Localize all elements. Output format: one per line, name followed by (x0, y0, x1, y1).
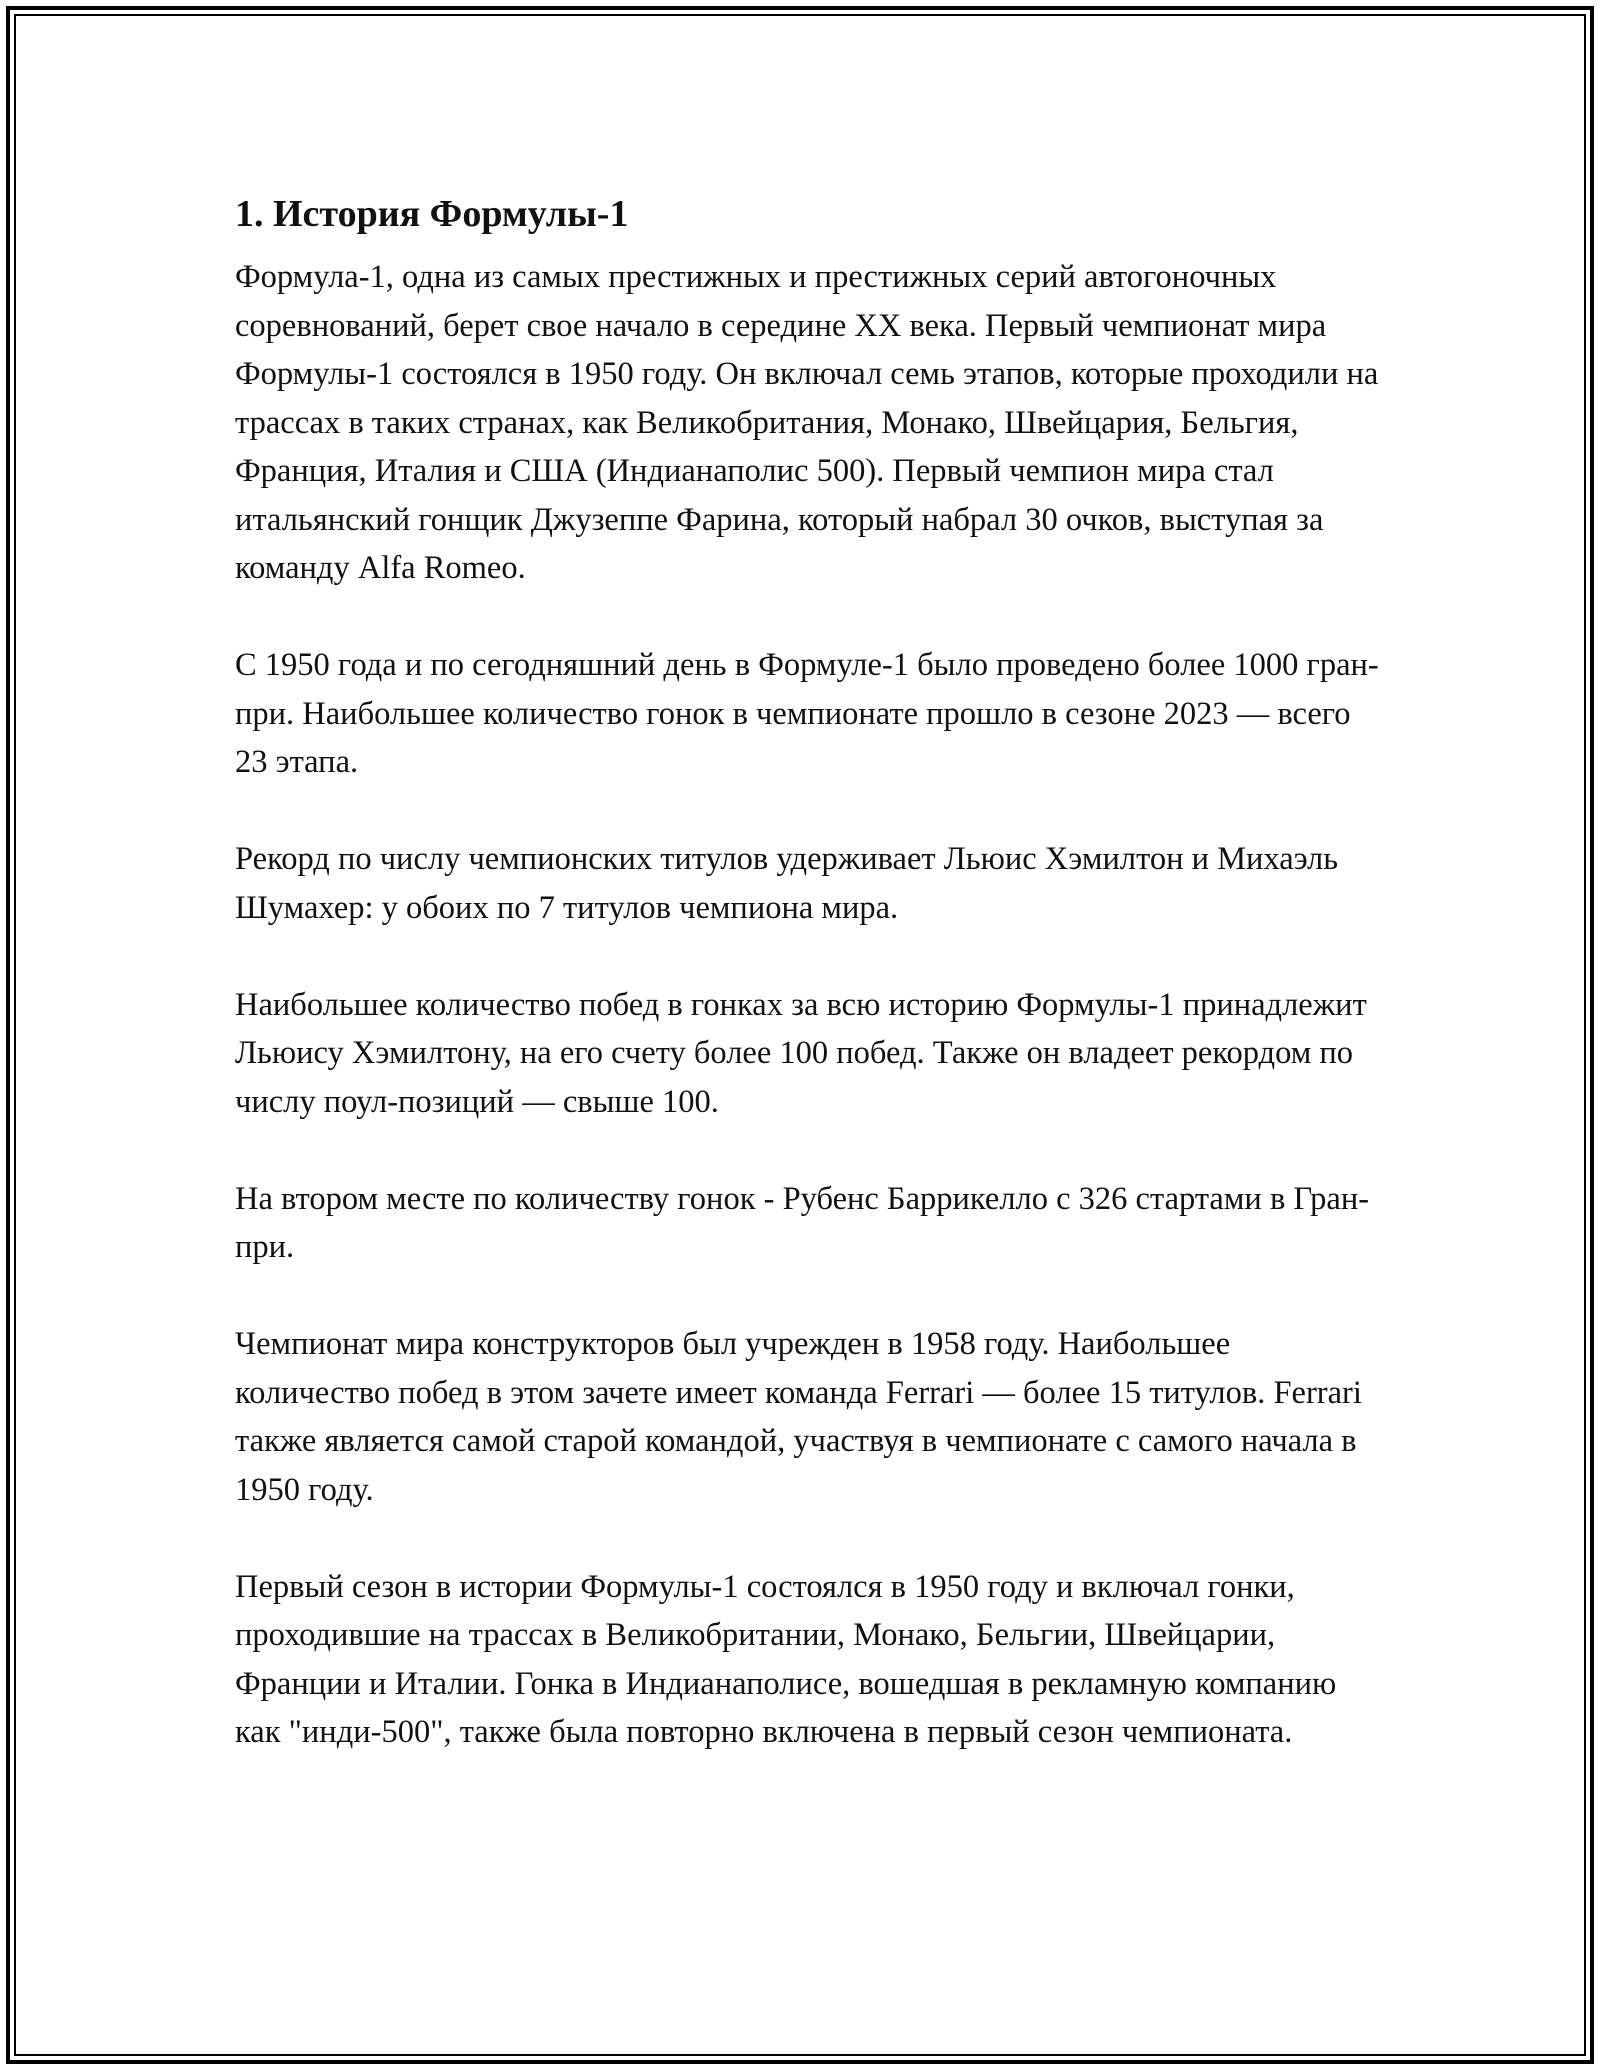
paragraph-grand-prix-count: С 1950 года и по сегодняшний день в Формуле-1 было проведено более 1000 гран-при. Наибольшее количество гонок в чемпионате прошло в сезоне 2023 — всего 23 этапа. (235, 647, 1379, 780)
section-heading: 1. История Формулы-1 (235, 193, 629, 235)
paragraph-first-season: Первый сезон в истории Формулы-1 состоялся в 1950 году и включал гонки, проходившие на трассах в Великобритании, Монако, Бельгии, Швейцарии, Франции и Италии. Гонка в Индианаполисе, вошедшая в рекламную компанию как "инди-500", также была повторно включена в первый сезон чемпионата. (235, 1568, 1337, 1750)
paragraph-race-starts: На втором месте по количеству гонок - Рубенс Баррикелло с 326 стартами в Гран-при. (235, 1180, 1370, 1265)
paragraph-race-wins: Наибольшее количество побед в гонках за всю историю Формулы-1 принадлежит Льюису Хэмилтону, на его счету более 100 побед. Также он владеет рекордом по числу поул-позиций — свыше 100. (235, 986, 1367, 1120)
document-body (235, 185, 1385, 1805)
paragraph-championship-titles: Рекорд по числу чемпионских титулов удерживает Льюис Хэмилтон и Михаэль Шумахер: у обоих по 7 титулов чемпиона мира. (235, 841, 1339, 926)
paragraph-history-intro: Формула-1, одна из самых престижных и престижных серий автогоночных соревнований, берет свое начало в середине XX века. Первый чемпионат мира Формулы-1 состоялся в 1950 году. Он включал семь этапов, которые проходили на трассах в таких странах, как Великобритания, Монако, Швейцария, Бельгия, Франция, Италия и США (Индианаполис 500). Первый чемпион мира стал итальянский гонщик Джузеппе Фарина, который набрал 30 очков, выступая за команду Alfa Romeo. (235, 259, 1379, 586)
paragraph-constructors: Чемпионат мира конструкторов был учрежден в 1958 году. Наибольшее количество побед в этом зачете имеет команда Ferrari — более 15 титулов. Ferrari также является самой старой командой, участвуя в чемпионате с самого начала в 1950 году. (235, 1326, 1362, 1508)
